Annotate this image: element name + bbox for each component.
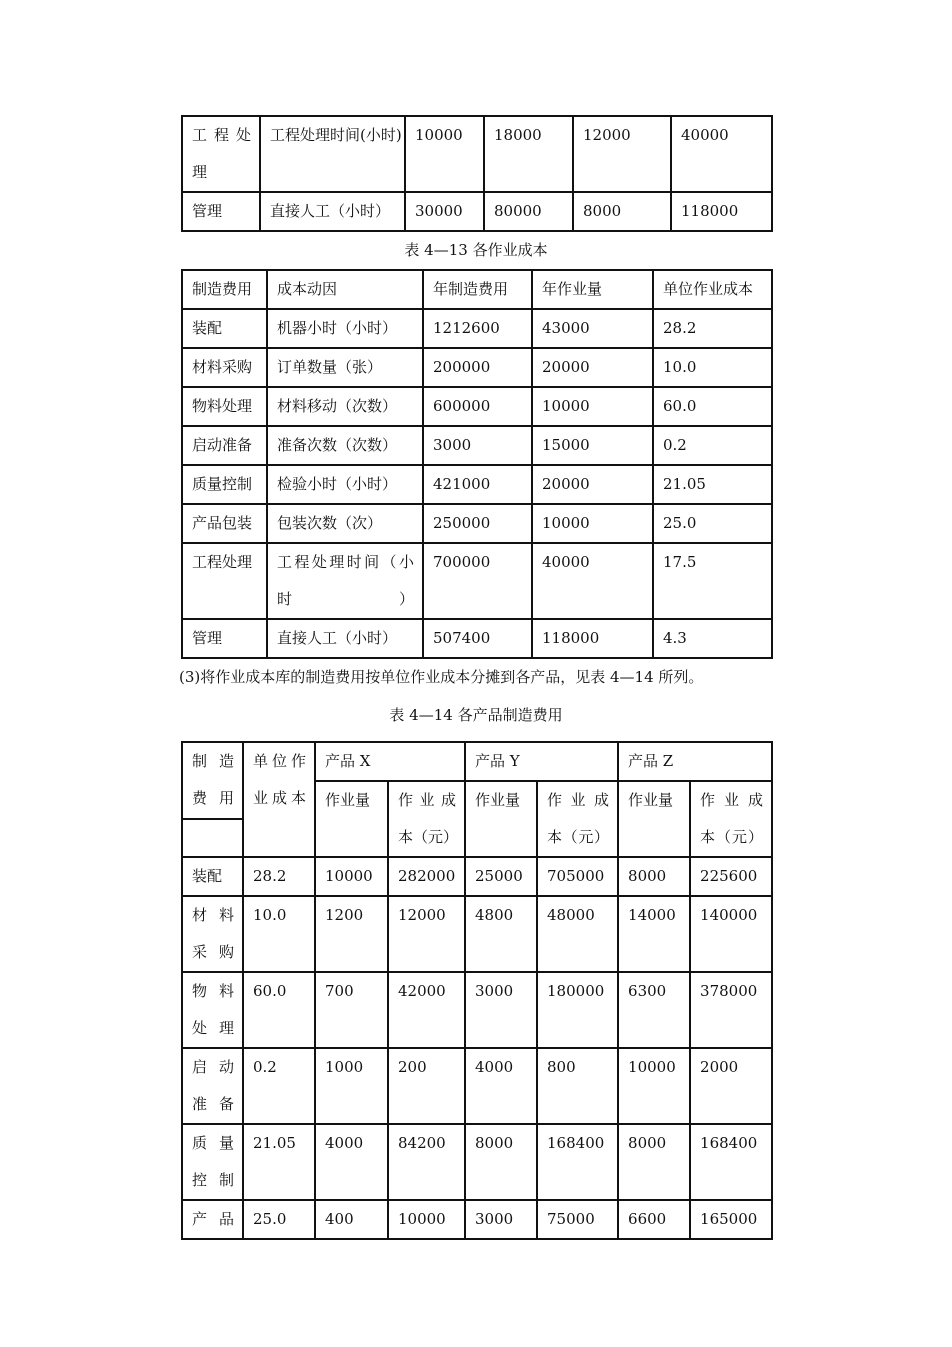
table-cell: 25.0 — [243, 1200, 315, 1239]
table-cell: 4.3 — [653, 619, 772, 658]
table-caption-4-13: 表 4—13 各作业成本 — [404, 241, 548, 259]
table-cell: 15000 — [532, 426, 653, 465]
table-cell: 48000 — [537, 896, 618, 972]
table-cell: 产品包装 — [182, 504, 267, 543]
table-row — [182, 543, 772, 619]
table-cell: 材 料 采购 — [182, 896, 243, 972]
table-cell: 25000 — [465, 857, 537, 896]
table-cell: 20000 — [532, 465, 653, 504]
table-row — [182, 348, 772, 387]
table-cell: 800 — [537, 1048, 618, 1124]
table-cell: 705000 — [537, 857, 618, 896]
product-header: 产品 Z — [618, 742, 772, 781]
product-header: 产品 Y — [465, 742, 618, 781]
table-header-row — [182, 270, 772, 309]
table-cell: 118000 — [671, 192, 772, 231]
product-overhead-table — [181, 741, 773, 1240]
table-cell: 物料处理 — [182, 387, 267, 426]
table-cell: 10000 — [405, 116, 484, 192]
table-cell: 管理 — [182, 619, 267, 658]
table-cell: 3000 — [465, 972, 537, 1048]
table-cell: 40000 — [671, 116, 772, 192]
table-cell: 物 料 处理 — [182, 972, 243, 1048]
table-cell: 30000 — [405, 192, 484, 231]
table-cell: 165000 — [690, 1200, 772, 1239]
table-caption-4-14: 表 4—14 各产品制造费用 — [389, 706, 563, 724]
table-cell: 3000 — [465, 1200, 537, 1239]
table-cell: 1000 — [315, 1048, 388, 1124]
table-cell: 700000 — [423, 543, 532, 619]
table-row — [182, 309, 772, 348]
table-cell: 启动准备 — [182, 426, 267, 465]
column-header: 作 业 成本（元） — [537, 781, 618, 857]
table-row — [182, 619, 772, 658]
table-cell: 0.2 — [653, 426, 772, 465]
table-cell: 6300 — [618, 972, 690, 1048]
table-cell: 管理 — [182, 192, 260, 231]
table-cell: 8000 — [618, 1124, 690, 1200]
table-cell: 507400 — [423, 619, 532, 658]
table-cell: 6600 — [618, 1200, 690, 1239]
table-cell: 材料移动（次数） — [267, 387, 423, 426]
column-header: 作业量 — [465, 781, 537, 857]
document-page — [181, 115, 771, 1240]
activity-volume-table-continued — [181, 115, 773, 232]
table-cell: 1212600 — [423, 309, 532, 348]
table-cell: 225600 — [690, 857, 772, 896]
table-cell: 10000 — [618, 1048, 690, 1124]
table-row — [182, 116, 772, 192]
column-header: 单位作业成本 — [243, 742, 315, 857]
table-cell: 118000 — [532, 619, 653, 658]
table-row — [182, 1200, 772, 1239]
table-row — [182, 1124, 772, 1200]
table-cell: 250000 — [423, 504, 532, 543]
table-cell: 400 — [315, 1200, 388, 1239]
table-cell: 168400 — [537, 1124, 618, 1200]
table-cell: 180000 — [537, 972, 618, 1048]
table-cell: 8000 — [465, 1124, 537, 1200]
table-cell: 工程处理 — [182, 543, 267, 619]
table-cell — [182, 819, 243, 857]
table-cell: 200 — [388, 1048, 465, 1124]
table-cell: 200000 — [423, 348, 532, 387]
table-cell: 订单数量（张） — [267, 348, 423, 387]
table-cell: 直接人工（小时） — [267, 619, 423, 658]
table-cell: 产 品 — [182, 1200, 243, 1239]
column-header: 制 造 费用 — [182, 742, 243, 819]
table-cell: 75000 — [537, 1200, 618, 1239]
table-cell: 准备次数（次数） — [267, 426, 423, 465]
table-cell: 4000 — [315, 1124, 388, 1200]
table-cell: 168400 — [690, 1124, 772, 1200]
table-row — [182, 192, 772, 231]
table-cell: 18000 — [484, 116, 573, 192]
table-cell: 700 — [315, 972, 388, 1048]
table-cell: 42000 — [388, 972, 465, 1048]
table-row — [182, 972, 772, 1048]
table-cell: 装配 — [182, 309, 267, 348]
table-cell: 工 程 处理 — [182, 116, 260, 192]
table-cell: 10000 — [315, 857, 388, 896]
table-cell: 机器小时（小时） — [267, 309, 423, 348]
table-row — [182, 387, 772, 426]
table-cell: 43000 — [532, 309, 653, 348]
table-cell: 检验小时（小时） — [267, 465, 423, 504]
table-cell: 140000 — [690, 896, 772, 972]
table-cell: 28.2 — [653, 309, 772, 348]
table-cell: 4000 — [465, 1048, 537, 1124]
column-header: 作 业 成本（元） — [388, 781, 465, 857]
table-cell: 工程处理时间（小时） — [267, 543, 423, 619]
table-row — [182, 504, 772, 543]
table-cell: 10000 — [532, 387, 653, 426]
table-cell: 10000 — [532, 504, 653, 543]
product-header: 产品 X — [315, 742, 465, 781]
table-cell: 17.5 — [653, 543, 772, 619]
column-header: 作 业 成本（元） — [690, 781, 772, 857]
column-header: 作业量 — [618, 781, 690, 857]
column-header: 年作业量 — [532, 270, 653, 309]
table-cell: 60.0 — [653, 387, 772, 426]
table-cell: 84200 — [388, 1124, 465, 1200]
activity-cost-table — [181, 269, 773, 659]
table-cell: 282000 — [388, 857, 465, 896]
column-header: 单位作业成本 — [653, 270, 772, 309]
table-cell: 421000 — [423, 465, 532, 504]
column-header: 制造费用 — [182, 270, 267, 309]
table-header-row — [182, 742, 772, 781]
table-cell: 4800 — [465, 896, 537, 972]
table-cell: 12000 — [573, 116, 671, 192]
table-cell: 600000 — [423, 387, 532, 426]
table-cell: 8000 — [618, 857, 690, 896]
table-cell: 12000 — [388, 896, 465, 972]
table-cell: 装配 — [182, 857, 243, 896]
table-cell: 10000 — [388, 1200, 465, 1239]
column-header: 年制造费用 — [423, 270, 532, 309]
table-row — [182, 426, 772, 465]
table-cell: 60.0 — [243, 972, 315, 1048]
table-cell: 包装次数（次） — [267, 504, 423, 543]
table-cell: 21.05 — [653, 465, 772, 504]
table-cell: 20000 — [532, 348, 653, 387]
table-row — [182, 896, 772, 972]
table-cell: 21.05 — [243, 1124, 315, 1200]
table-cell: 8000 — [573, 192, 671, 231]
table-cell: 10.0 — [243, 896, 315, 972]
table-row — [182, 1048, 772, 1124]
table-cell: 直接人工（小时） — [260, 192, 405, 231]
table-cell: 工程处理时间(小时) — [260, 116, 405, 192]
table-cell: 材料采购 — [182, 348, 267, 387]
table-cell: 启 动 准备 — [182, 1048, 243, 1124]
table-row — [182, 465, 772, 504]
table-cell: 25.0 — [653, 504, 772, 543]
table-cell: 14000 — [618, 896, 690, 972]
column-header: 成本动因 — [267, 270, 423, 309]
table-cell: 2000 — [690, 1048, 772, 1124]
body-paragraph: (3)将作业成本库的制造费用按单位作业成本分摊到各产品，见表 4—14 所列。 — [179, 668, 704, 686]
table-cell: 0.2 — [243, 1048, 315, 1124]
table-cell: 378000 — [690, 972, 772, 1048]
table-cell: 3000 — [423, 426, 532, 465]
table-cell: 40000 — [532, 543, 653, 619]
table-cell: 80000 — [484, 192, 573, 231]
column-header: 作业量 — [315, 781, 388, 857]
table-row — [182, 857, 772, 896]
table-cell: 28.2 — [243, 857, 315, 896]
table-cell: 10.0 — [653, 348, 772, 387]
table-cell: 1200 — [315, 896, 388, 972]
table-cell: 质量控制 — [182, 465, 267, 504]
table-cell: 质 量 控制 — [182, 1124, 243, 1200]
